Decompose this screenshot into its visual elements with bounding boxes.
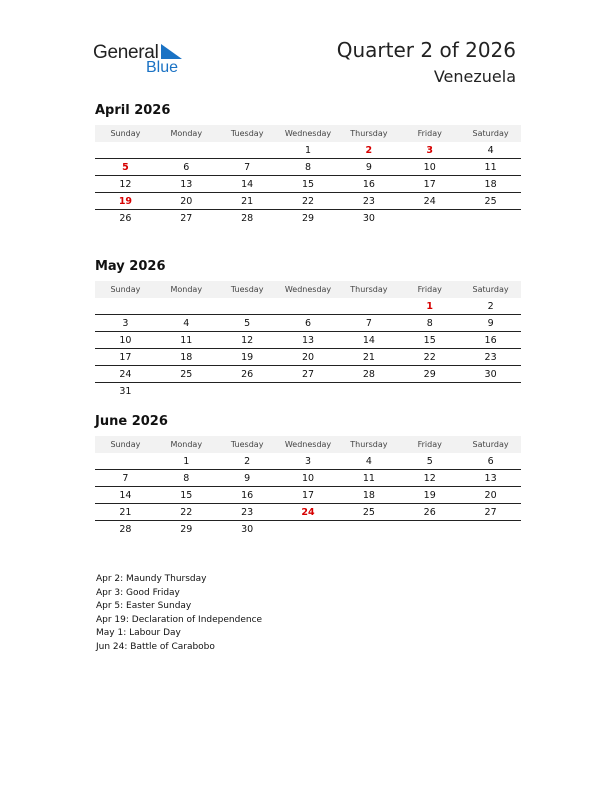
- day-cell: 19: [118, 195, 133, 207]
- logo-triangle-icon: [161, 44, 183, 60]
- weekday-header: [95, 436, 521, 453]
- month-block: [95, 414, 521, 538]
- day-cell: 6: [487, 455, 494, 467]
- day-cell: 8: [426, 317, 433, 329]
- day-cell: 15: [423, 334, 436, 346]
- day-cell: 27: [484, 506, 497, 518]
- day-cell: 22: [301, 195, 315, 207]
- week-row: [95, 193, 521, 210]
- day-cell: 21: [362, 351, 375, 363]
- weekday-header: [95, 281, 521, 298]
- day-cell: 22: [423, 351, 436, 363]
- day-cell: 29: [301, 213, 315, 224]
- day-cell: 23: [484, 351, 497, 363]
- weekday-label: Saturday: [472, 285, 509, 294]
- weekday-label: Wednesday: [284, 285, 332, 294]
- day-cell: 3: [426, 144, 434, 156]
- day-cell: 18: [362, 489, 375, 501]
- day-cell: 29: [423, 368, 436, 380]
- day-cell: 28: [362, 368, 375, 380]
- holiday-note: May 1: Labour Day: [96, 628, 181, 638]
- holiday-note: Jun 24: Battle of Carabobo: [96, 641, 215, 652]
- country-name: Venezuela: [433, 67, 516, 86]
- day-cell: 10: [119, 334, 132, 346]
- month-title: April 2026: [95, 103, 171, 118]
- day-cell: 20: [180, 195, 193, 207]
- day-cell: 18: [180, 351, 193, 363]
- day-cell: 5: [122, 161, 129, 173]
- day-cell: 9: [244, 472, 251, 484]
- week-row: [95, 453, 521, 470]
- weekday-label: Monday: [170, 129, 203, 138]
- generalblue-logo: [93, 40, 193, 80]
- weekday-label: Tuesday: [230, 129, 264, 138]
- day-cell: 9: [487, 317, 494, 329]
- weekday-label: Thursday: [350, 129, 388, 138]
- day-cell: 17: [119, 351, 132, 363]
- day-cell: 12: [241, 334, 254, 346]
- day-cell: 1: [304, 144, 312, 156]
- weekday-label: Wednesday: [284, 129, 332, 138]
- weekday-label: Monday: [170, 440, 203, 449]
- page-title: Quarter 2 of 2026: [336, 38, 516, 62]
- weekday-label: Friday: [417, 129, 442, 138]
- weekday-label: Monday: [170, 285, 203, 294]
- day-cell: 1: [426, 300, 434, 312]
- day-cell: 28: [241, 213, 254, 224]
- day-cell: 14: [119, 489, 132, 501]
- day-cell: 19: [423, 489, 436, 501]
- day-cell: 12: [423, 472, 436, 484]
- day-cell: 20: [301, 351, 315, 363]
- day-cell: 15: [180, 489, 193, 501]
- weekday-label: Thursday: [350, 285, 388, 294]
- day-cell: 8: [183, 472, 190, 484]
- day-cell: 23: [362, 195, 375, 207]
- weekday-label: Saturday: [472, 440, 509, 449]
- day-cell: 28: [119, 524, 132, 535]
- day-cell: 7: [365, 317, 372, 329]
- day-cell: 13: [301, 334, 315, 346]
- logo-word-general: General: [93, 42, 159, 63]
- week-row: [95, 332, 521, 349]
- week-row: [95, 366, 521, 383]
- day-cell: 25: [484, 195, 497, 207]
- day-cell: 21: [119, 506, 132, 518]
- weekday-label: Tuesday: [230, 440, 264, 449]
- day-cell: 22: [180, 506, 193, 518]
- day-cell: 11: [484, 161, 497, 173]
- month-block: [95, 259, 521, 400]
- day-cell: 27: [180, 213, 193, 224]
- month-title: May 2026: [95, 259, 166, 274]
- day-cell: 2: [365, 144, 373, 156]
- day-cell: 10: [423, 161, 436, 173]
- weekday-label: Tuesday: [230, 285, 264, 294]
- day-cell: 16: [484, 334, 497, 346]
- holiday-note: Apr 19: Declaration of Independence: [96, 614, 263, 625]
- day-cell: 24: [119, 368, 132, 380]
- day-cell: 24: [301, 506, 315, 518]
- day-cell: 6: [304, 317, 312, 329]
- week-row: [95, 487, 521, 504]
- day-cell: 2: [244, 455, 251, 467]
- day-cell: 20: [484, 489, 497, 501]
- day-cell: 16: [241, 489, 254, 501]
- day-cell: 19: [241, 351, 254, 363]
- day-cell: 7: [122, 472, 129, 484]
- weekday-label: Thursday: [350, 440, 388, 449]
- day-cell: 26: [423, 506, 436, 518]
- day-cell: 18: [484, 178, 497, 190]
- week-row: [95, 383, 521, 400]
- day-cell: 14: [241, 178, 254, 190]
- day-cell: 10: [301, 472, 315, 484]
- weekday-label: Saturday: [472, 129, 509, 138]
- day-cell: 21: [241, 195, 254, 207]
- day-cell: 31: [119, 386, 132, 397]
- logo-word-blue: Blue: [146, 59, 179, 76]
- day-cell: 15: [301, 178, 315, 190]
- week-row: [95, 142, 521, 159]
- month-block: [95, 103, 521, 227]
- week-row: [95, 298, 521, 315]
- day-cell: 4: [487, 144, 494, 156]
- day-cell: 30: [241, 524, 254, 535]
- day-cell: 30: [362, 213, 375, 224]
- day-cell: 1: [183, 455, 190, 467]
- day-cell: 2: [487, 300, 494, 312]
- weekday-label: Friday: [417, 285, 442, 294]
- day-cell: 11: [362, 472, 375, 484]
- week-row: [95, 176, 521, 193]
- day-cell: 4: [365, 455, 372, 467]
- weekday-header: [95, 125, 521, 142]
- week-row: [95, 470, 521, 487]
- week-row: [95, 159, 521, 176]
- day-cell: 5: [426, 455, 433, 467]
- week-row: [95, 315, 521, 332]
- day-cell: 4: [183, 317, 190, 329]
- day-cell: 9: [365, 161, 372, 173]
- weekday-label: Sunday: [110, 129, 141, 138]
- week-row: [95, 504, 521, 521]
- day-cell: 13: [484, 472, 497, 484]
- day-cell: 26: [119, 213, 132, 224]
- day-cell: 14: [362, 334, 375, 346]
- weekday-label: Sunday: [110, 440, 141, 449]
- day-cell: 5: [244, 317, 251, 329]
- weekday-label: Wednesday: [284, 440, 332, 449]
- holiday-note: Apr 2: Maundy Thursday: [96, 574, 207, 584]
- holiday-notes: [96, 573, 262, 654]
- weekday-label: Sunday: [110, 285, 141, 294]
- day-cell: 27: [301, 368, 315, 380]
- week-row: [95, 349, 521, 366]
- day-cell: 12: [119, 178, 132, 190]
- week-row: [95, 521, 521, 538]
- day-cell: 26: [241, 368, 254, 380]
- day-cell: 23: [241, 506, 254, 518]
- month-title: June 2026: [95, 414, 168, 429]
- day-cell: 17: [301, 489, 315, 501]
- day-cell: 7: [244, 161, 251, 173]
- day-cell: 25: [362, 506, 375, 518]
- day-cell: 29: [180, 524, 193, 535]
- day-cell: 24: [423, 195, 436, 207]
- day-cell: 3: [122, 317, 129, 329]
- day-cell: 30: [484, 368, 497, 380]
- day-cell: 8: [304, 161, 312, 173]
- day-cell: 11: [180, 334, 193, 346]
- week-row: [95, 210, 521, 227]
- day-cell: 3: [304, 455, 312, 467]
- holiday-note: Apr 5: Easter Sunday: [96, 601, 192, 611]
- day-cell: 25: [180, 368, 193, 380]
- holiday-note: Apr 3: Good Friday: [96, 587, 180, 598]
- day-cell: 17: [423, 178, 436, 190]
- day-cell: 16: [362, 178, 375, 190]
- day-cell: 6: [183, 161, 190, 173]
- weekday-label: Friday: [417, 440, 442, 449]
- day-cell: 13: [180, 178, 193, 190]
